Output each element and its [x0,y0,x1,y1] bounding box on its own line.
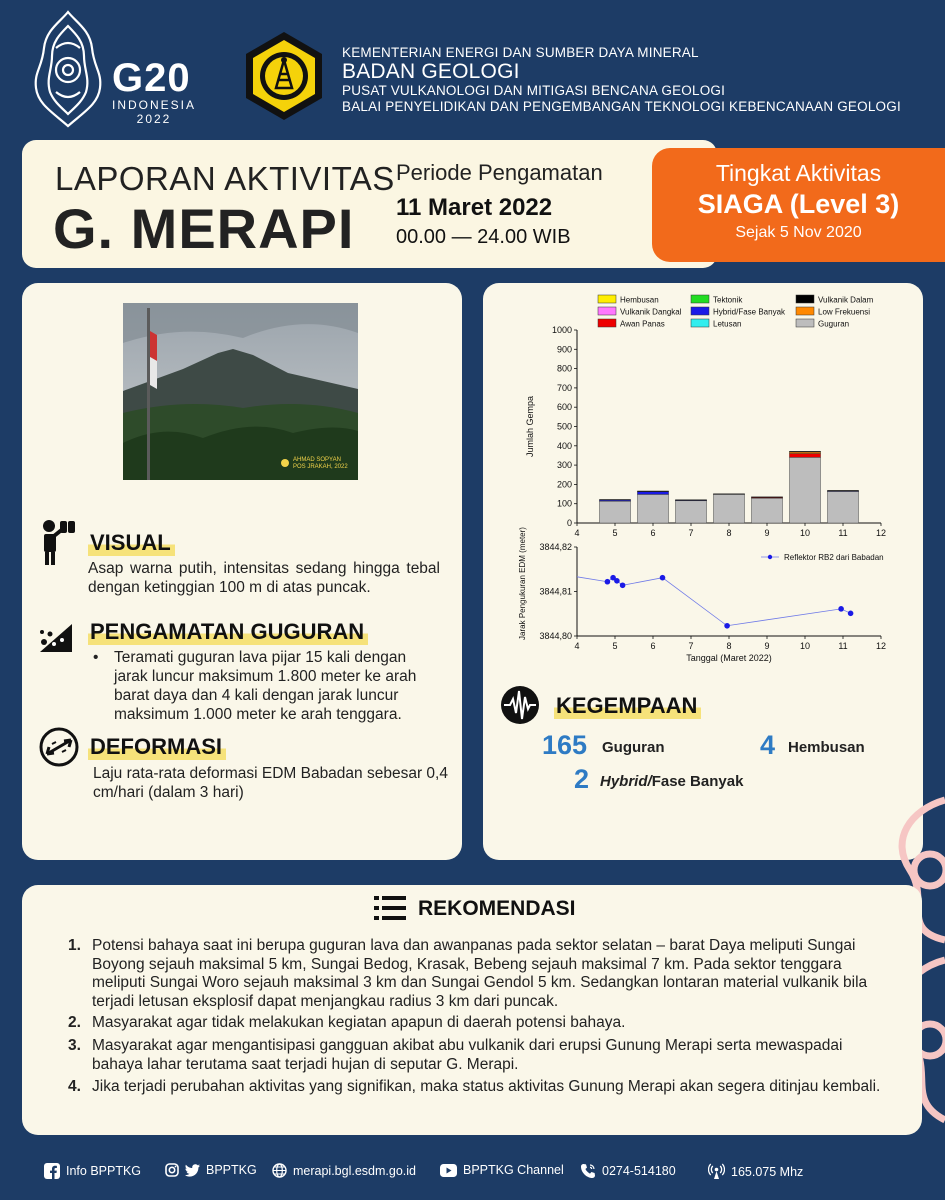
bar-x-tick-label: 7 [688,528,694,538]
legend-swatch [598,295,616,303]
period-label: Periode Pengamatan [396,160,603,185]
hembusan-count-label: Hembusan [788,739,865,756]
youtube-channel: BPPTKG Channel [463,1163,564,1177]
bar-segment [637,491,668,492]
legend-label: Hybrid/Fase Banyak [713,307,786,317]
institute-name: BALAI PENYELIDIKAN DAN PENGEMBANGAN TEKNOLOGI KEBENCANAAN GEOLOGI [342,99,901,114]
deformasi-text: Laju rata-rata deformasi EDM Babadan sebesar 0,4 cm/hari (dalam 3 hari) [93,765,448,801]
guguran-text: Teramati guguran lava pijar 15 kali dengan jarak luncur maksimum 1.800 meter ke arah barat daya dan 4 kali dengan jarak luncur maksimum 1.000 meter ke arah tenggara. [114,649,417,723]
bar-y-tick-label: 0 [566,518,572,528]
bar-x-tick-label: 5 [612,528,618,538]
twitter-icon [185,1164,200,1177]
status-card [652,148,945,262]
report-label: LAPORAN AKTIVITAS [55,160,395,197]
radio-icon [708,1163,725,1180]
bar-y-tick-label: 700 [556,382,572,393]
g20-country: INDONESIA [112,98,197,112]
line-y-axis-label: Jarak Pengukuran EDM (meter) [518,527,527,640]
rec-text: Jika terjadi perubahan aktivitas yang signifikan, maka status aktivitas Gunung Merapi akan segera ditinjau kembali. [92,1078,881,1095]
edm-data-point [724,623,730,629]
line-legend-label: Reflektor RB2 dari Babadan [784,553,884,562]
legend-label: Tektonik [713,295,743,305]
bar-segment [789,454,820,458]
report-time: 00.00 — 24.00 WIB [396,226,571,248]
bar-segment [713,494,744,523]
photo-credit-line1: AHMAD SOPYAN [293,457,341,463]
bar-x-tick-label: 8 [726,528,732,538]
rec-num: 1. [68,937,81,954]
status-label: Tingkat Aktivitas [715,160,882,186]
recommendation-title: REKOMENDASI [418,897,576,920]
deformation-icon [38,726,80,768]
footer-social[interactable] [165,1163,257,1177]
youtube-icon [440,1164,457,1177]
bar-y-tick-label: 400 [556,440,572,451]
instagram-icon [165,1163,179,1177]
photo-credit-line2: POS JRAKAH, 2022 [293,464,348,470]
bar-segment [637,494,668,523]
bar-segment [789,457,820,523]
footer-radio[interactable] [708,1163,803,1180]
phone-number: 0274-514180 [602,1164,676,1178]
bar-segment [827,491,858,523]
recommendation-item [68,937,878,1011]
line-x-tick-label: 6 [650,641,656,651]
line-legend-marker [768,555,772,559]
legend-label: Awan Panas [620,319,665,329]
legend-label: Hembusan [620,295,659,305]
legend-swatch [691,295,709,303]
seismograph-icon [500,685,540,725]
edm-data-point [660,575,666,581]
line-x-tick-label: 4 [574,641,580,651]
rockfall-icon [38,620,80,654]
phone-icon [580,1163,596,1179]
footer-facebook[interactable] [44,1163,141,1179]
legend-label: Vulkanik Dangkal [620,307,682,317]
status-since: Sejak 5 Nov 2020 [735,224,862,241]
hybrid-label-italic: Hybrid/ [600,773,652,790]
rec-num: 3. [68,1037,81,1054]
agency-block [342,45,901,115]
line-x-tick-label: 12 [875,641,887,651]
bar-segment [789,452,820,454]
bar-segment [675,500,706,523]
legend-swatch [796,295,814,303]
agency-name: BADAN GEOLOGI [342,60,520,83]
line-x-tick-label: 10 [799,641,811,651]
report-date: 11 Maret 2022 [396,194,553,221]
line-y-tick-label: 3844,81 [539,586,572,597]
guguran-bullet: • [93,649,99,666]
bar-y-tick-label: 500 [556,421,572,432]
line-x-tick-label: 11 [838,641,848,651]
status-level: SIAGA (Level 3) [697,189,900,219]
esdm-logo-icon [238,30,330,122]
seismicity-deformation-charts [483,283,923,678]
bar-segment [599,501,630,523]
legend-swatch [796,319,814,327]
bar-segment [599,499,630,500]
hybrid-count: 2 [574,764,590,794]
legend-swatch [796,307,814,315]
merapi-photo [123,303,358,480]
legend-label: Guguran [818,319,850,329]
bar-x-tick-label: 9 [764,528,770,538]
guguran-count-label: Guguran [602,739,665,756]
guguran-count: 165 [542,730,588,760]
bar-y-tick-label: 600 [556,402,572,413]
center-name: PUSAT VULKANOLOGI DAN MITIGASI BENCANA GEOLOGI [342,83,726,98]
binoculars-icon [40,518,78,566]
bar-x-tick-label: 4 [574,528,580,538]
deformasi-title: DEFORMASI [88,734,226,760]
bar-y-tick-label: 800 [556,363,572,374]
line-x-tick-label: 7 [688,641,694,651]
kegempaan-title: KEGEMPAAN [554,693,701,719]
bar-y-tick-label: 200 [556,479,572,490]
recommendation-item [68,1014,878,1034]
bar-segment [789,451,820,452]
bar-segment [713,494,744,495]
facebook-handle: Info BPPTKG [66,1164,142,1178]
line-y-tick-label: 3844,82 [539,542,572,552]
radio-frequency: 165.075 Mhz [731,1164,804,1179]
bar-y-tick-label: 1000 [551,325,572,335]
guguran-title: PENGAMATAN GUGURAN [88,619,368,645]
bar-segment [827,490,858,491]
line-y-tick-label: 3844,80 [539,631,572,641]
recommendation-item [68,1037,878,1075]
legend-swatch [598,319,616,327]
hybrid-count-label [600,773,743,790]
website-url: merapi.bgl.esdm.go.id [293,1163,416,1178]
g20-batik-icon [32,8,104,130]
g20-wordmark [112,58,196,126]
ministry-name: KEMENTERIAN ENERGI DAN SUMBER DAYA MINERAL [342,45,699,60]
g20-title: G20 [112,56,191,100]
recommendation-item [68,1078,881,1116]
rec-text: Masyarakat agar mengantisipasi gangguan akibat abu vulkanik dari erupsi Gunung Merapi serta mewaspadai bahaya lahar terutama saat terjadi hujan di seputar G. Merapi. [92,1037,843,1073]
footer-youtube[interactable] [440,1163,564,1177]
g20-year: 2022 [136,112,172,126]
bar-y-axis-label: Jumlah Gempa [525,395,535,458]
line-x-tick-label: 8 [726,641,732,651]
edm-data-point [605,579,611,585]
edm-data-point [838,606,844,612]
footer-website[interactable] [272,1163,416,1178]
visual-title: VISUAL [88,530,175,556]
line-x-tick-label: 5 [612,641,618,651]
legend-label: Low Frekuensi [818,307,871,317]
legend-label: Letusan [713,319,742,329]
bar-segment [675,500,706,501]
line-x-tick-label: 9 [764,641,770,651]
legend-swatch [691,319,709,327]
facebook-icon [44,1163,60,1179]
bar-x-tick-label: 11 [838,528,848,538]
edm-data-point [614,578,620,584]
legend-swatch [691,307,709,315]
edm-series-line [577,577,851,626]
hybrid-label-rest: Fase Banyak [651,773,744,790]
legend-label: Vulkanik Dalam [818,295,874,305]
hembusan-count: 4 [760,730,776,760]
bar-x-tick-label: 6 [650,528,656,538]
bar-y-tick-label: 300 [556,460,572,471]
bar-y-tick-label: 100 [556,498,572,509]
volcano-name: G. MERAPI [53,197,355,260]
edm-data-point [620,582,626,588]
legend-swatch [598,307,616,315]
line-x-axis-label: Tanggal (Maret 2022) [686,653,772,663]
edm-data-point [848,611,854,617]
rec-num: 4. [68,1078,81,1095]
rec-text: Potensi bahaya saat ini berupa guguran lava dan awanpanas pada sektor selatan – barat Daya meliputi Sungai Boyong sejauh maksimal 5 km, Sungai Bedog, Krasak, Bebeng sejauh maksimal 7 km. Pada sektor tenggara meliputi Sungai Woro sejauh maksimal 3 km dan Sungai Gendol 5 km. Sedangkan lontaran material vulkanik bila terjadi letusan eksplosif dapat menjangkau radius 3 km dari puncak. [92,937,868,1010]
rec-num: 2. [68,1014,81,1031]
bar-segment [751,498,782,523]
bar-x-tick-label: 12 [875,528,887,538]
visual-text: Asap warna putih, intensitas sedang hingga tebal dengan ketinggian 100 m di atas puncak. [88,560,440,596]
bar-x-tick-label: 10 [799,528,811,538]
bar-y-tick-label: 900 [556,344,572,355]
globe-icon [272,1163,287,1178]
list-icon [374,895,406,921]
rec-text: Masyarakat agar tidak melakukan kegiatan apapun di daerah potensi bahaya. [92,1014,626,1031]
social-handle: BPPTKG [206,1163,257,1177]
footer-phone[interactable] [580,1163,676,1179]
bar-segment [751,497,782,498]
